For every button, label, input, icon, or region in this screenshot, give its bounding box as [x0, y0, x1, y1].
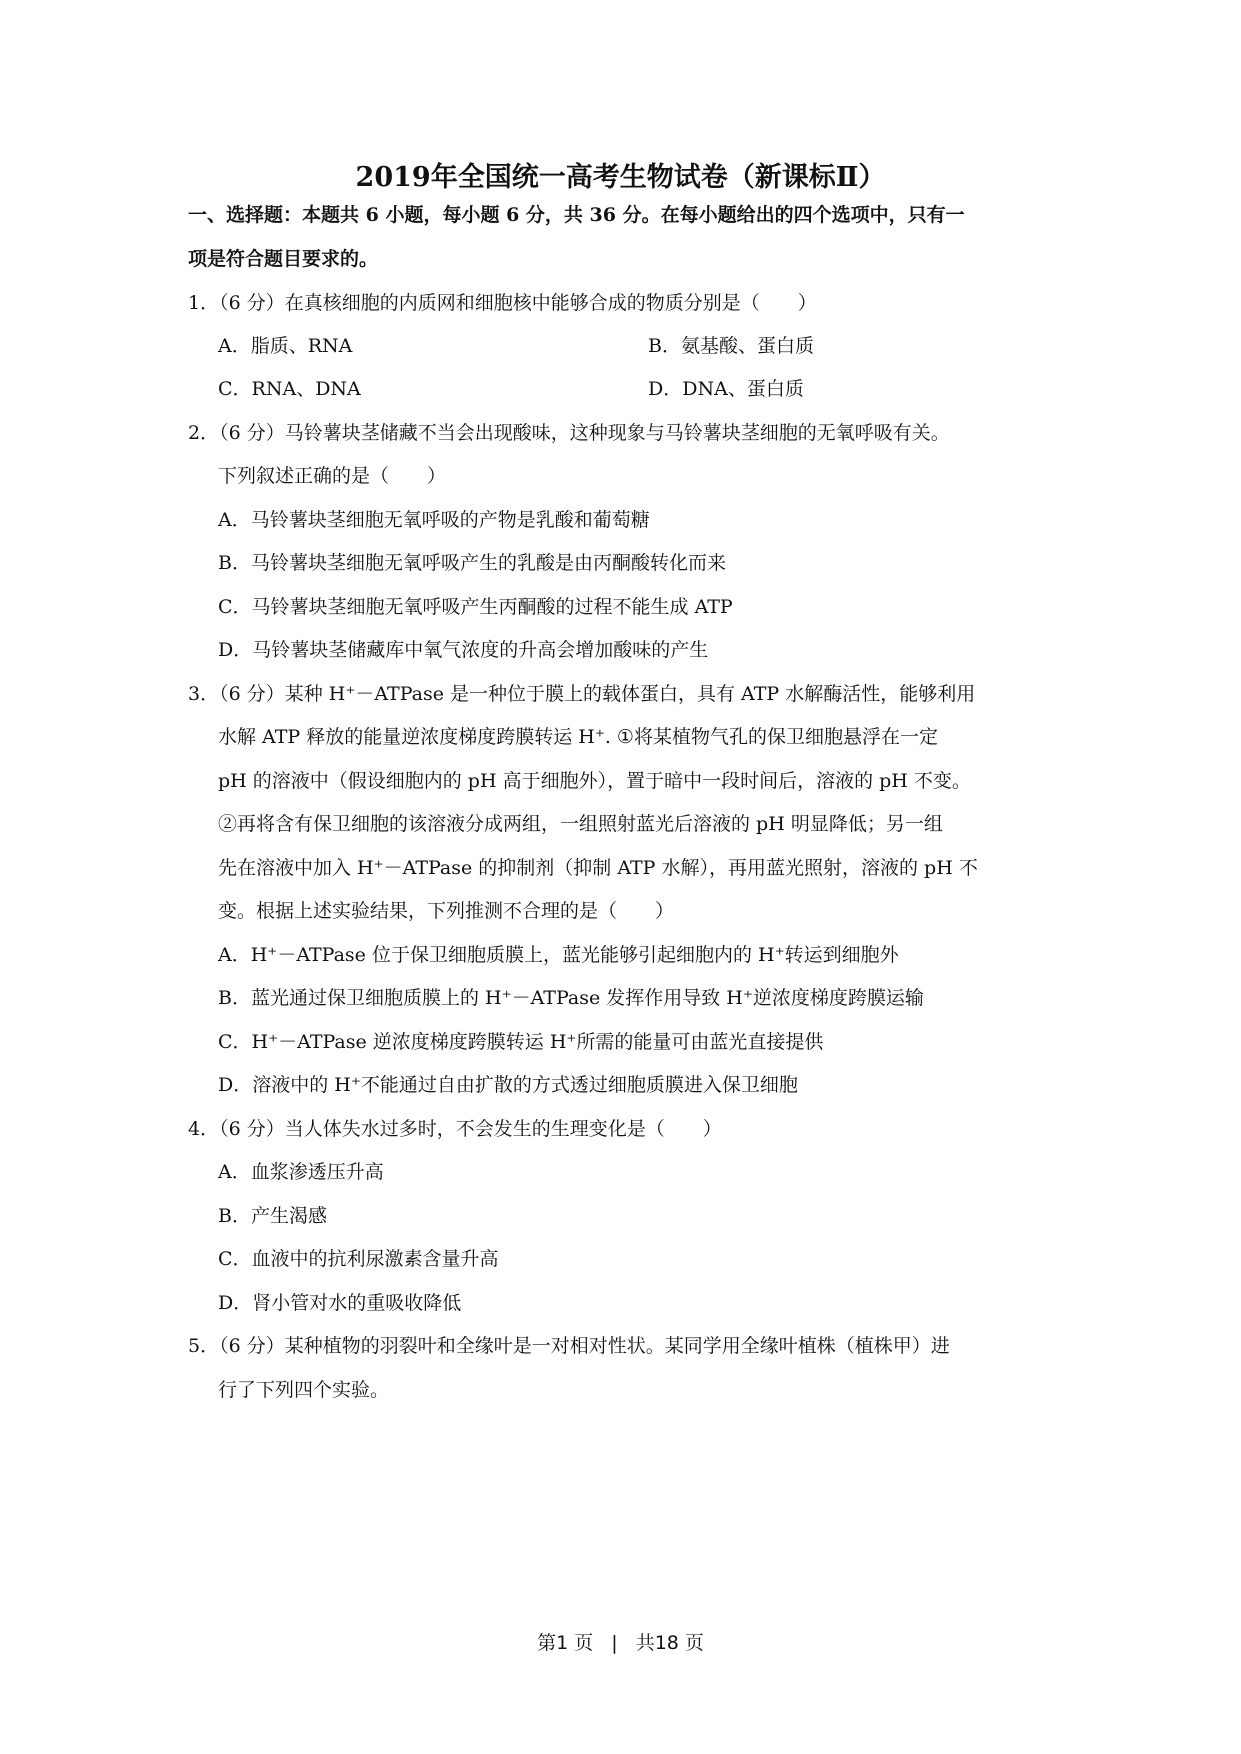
question-1-option-b: B．氨基酸、蛋白质	[648, 335, 814, 357]
question-4-option-c: C．血液中的抗利尿激素含量升高	[218, 1248, 499, 1270]
question-3-stem-line-4: ②再将含有保卫细胞的该溶液分成两组，一组照射蓝光后溶液的 pH 明显降低；另一组	[218, 813, 943, 835]
question-3-stem-line-3: pH 的溶液中（假设细胞内的 pH 高于细胞外），置于暗中一段时间后，溶液的 pH 不变。	[218, 770, 971, 792]
question-2-option-d: D．马铃薯块茎储藏库中氧气浓度的升高会增加酸味的产生	[218, 639, 709, 661]
question-4-stem: 4．（6 分）当人体失水过多时，不会发生的生理变化是（ ）	[188, 1118, 722, 1140]
question-2-stem-line-1: 2．（6 分）马铃薯块茎储藏不当会出现酸味，这种现象与马铃薯块茎细胞的无氧呼吸有关。	[188, 422, 950, 444]
question-3-stem-line-2: 水解 ATP 释放的能量逆浓度梯度跨膜转运 H⁺. ①将某植物气孔的保卫细胞悬浮在一定	[218, 726, 938, 748]
question-3-option-c: C．H⁺－ATPase 逆浓度梯度跨膜转运 H⁺所需的能量可由蓝光直接提供	[218, 1031, 824, 1053]
question-3-option-a: A．H⁺－ATPase 位于保卫细胞质膜上，蓝光能够引起细胞内的 H⁺转运到细胞外	[218, 944, 899, 966]
question-3-option-b: B．蓝光通过保卫细胞质膜上的 H⁺－ATPase 发挥作用导致 H⁺逆浓度梯度跨膜运输	[218, 987, 924, 1009]
question-1-option-d: D．DNA、蛋白质	[648, 378, 804, 400]
question-5-stem-line-1: 5．（6 分）某种植物的羽裂叶和全缘叶是一对相对性状。某同学用全缘叶植株（植株甲）进	[188, 1335, 950, 1357]
question-2-stem-line-2: 下列叙述正确的是（ ）	[218, 465, 447, 487]
question-3-stem-line-6: 变。根据上述实验结果，下列推测不合理的是（ ）	[218, 900, 675, 922]
question-2-option-a: A．马铃薯块茎细胞无氧呼吸的产物是乳酸和葡萄糖	[218, 509, 650, 531]
section-instruction-line-2: 项是符合题目要求的。	[188, 248, 379, 270]
footer-separator: |	[611, 1632, 618, 1654]
question-1-option-c: C．RNA、DNA	[218, 378, 361, 400]
question-3-stem-line-1: 3．（6 分）某种 H⁺－ATPase 是一种位于膜上的载体蛋白，具有 ATP 水解酶活性，能够利用	[188, 683, 976, 705]
question-5-stem-line-2: 行了下列四个实验。	[218, 1379, 390, 1401]
page-number: 第1 页	[537, 1632, 594, 1654]
page-title: 2019年全国统一高考生物试卷（新课标Ⅱ）	[355, 162, 886, 193]
question-3-option-d: D．溶液中的 H⁺不能通过自由扩散的方式透过细胞质膜进入保卫细胞	[218, 1074, 798, 1096]
page-footer	[0, 1628, 1241, 1658]
question-2-option-c: C．马铃薯块茎细胞无氧呼吸产生丙酮酸的过程不能生成 ATP	[218, 596, 733, 618]
page-total: 共18 页	[635, 1632, 704, 1654]
question-3-stem-line-5: 先在溶液中加入 H⁺－ATPase 的抑制剂（抑制 ATP 水解），再用蓝光照射，溶液的 pH 不	[218, 857, 978, 879]
question-2-option-b: B．马铃薯块茎细胞无氧呼吸产生的乳酸是由丙酮酸转化而来	[218, 552, 726, 574]
question-4-option-d: D．肾小管对水的重吸收降低	[218, 1292, 462, 1314]
question-4-option-b: B．产生渴感	[218, 1205, 327, 1227]
question-4-option-a: A．血浆渗透压升高	[218, 1161, 384, 1183]
question-1-option-a: A．脂质、RNA	[218, 335, 353, 357]
section-instruction-line-1: 一、选择题：本题共 6 小题，每小题 6 分，共 36 分。在每小题给出的四个选项中，只有一	[188, 204, 965, 226]
question-1-stem: 1．（6 分）在真核细胞的内质网和细胞核中能够合成的物质分别是（ ）	[188, 292, 817, 314]
